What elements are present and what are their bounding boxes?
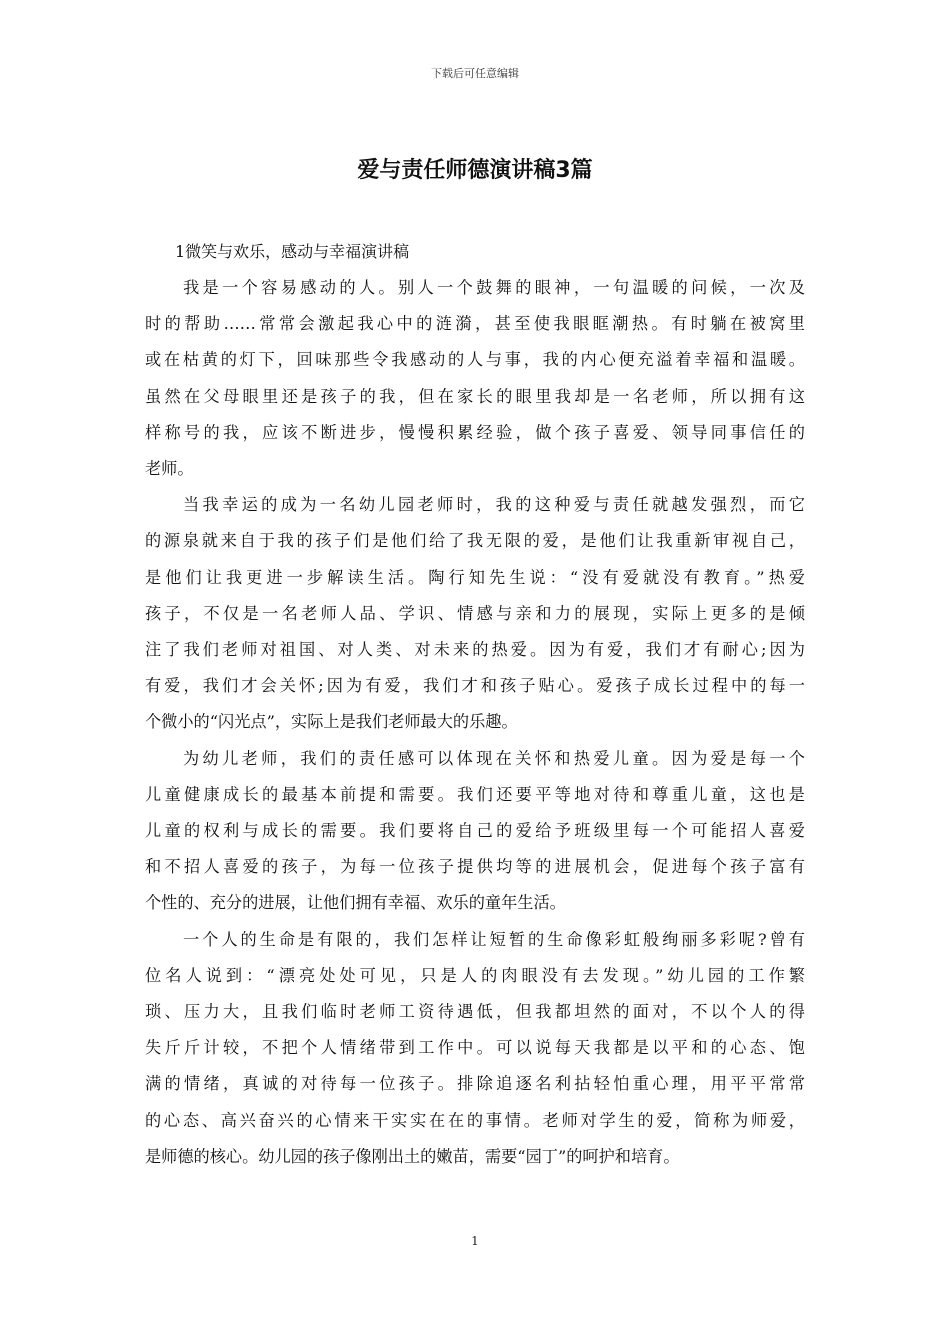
text-line: 是他们让我更进一步解读生活。陶行知先生说：“没有爱就没有教育。”热爱 xyxy=(145,567,805,587)
text-line: 老师。 xyxy=(145,459,194,479)
text-line: 当我幸运的成为一名幼儿园老师时，我的这种爱与责任就越发强烈，而它 xyxy=(183,495,805,515)
document-title: 爱与责任师德演讲稿3篇 xyxy=(357,158,593,183)
text-line: 个微小的“闪光点”，实际上是我们老师最大的乐趣。 xyxy=(145,712,518,732)
text-line: 虽然在父母眼里还是孩子的我，但在家长的眼里我却是一名老师，所以拥有这 xyxy=(145,386,805,406)
text-line: 为幼儿老师，我们的责任感可以体现在关怀和热爱儿童。因为爱是每一个 xyxy=(183,748,805,768)
text-line: 或在枯黄的灯下，回味那些令我感动的人与事，我的内心便充溢着幸福和温暖。 xyxy=(145,350,805,370)
page-number: 1 xyxy=(471,1234,479,1248)
text-line: 是师德的核心。幼儿园的孩子像刚出土的嫩苗，需要“园丁”的呵护和培育。 xyxy=(145,1146,680,1166)
text-line: 儿童的权利与成长的需要。我们要将自己的爱给予班级里每一个可能招人喜爱 xyxy=(145,821,805,841)
text-line: 注了我们老师对祖国、对人类、对未来的热爱。因为有爱，我们才有耐心;因为 xyxy=(145,640,805,660)
text-line: 儿童健康成长的最基本前提和需要。我们还要平等地对待和尊重儿童，这也是 xyxy=(145,784,805,804)
text-line: 样称号的我，应该不断进步，慢慢积累经验，做个孩子喜爱、领导同事信任的 xyxy=(145,422,805,442)
paragraph-2 xyxy=(145,487,805,740)
text-line: 有爱，我们才会关怀;因为有爱，我们才和孩子贴心。爱孩子成长过程中的每一 xyxy=(145,676,805,696)
paragraph-4 xyxy=(145,922,805,1175)
text-line: 失斤斤计较，不把个人情绪带到工作中。可以说每天我都是以平和的心态、饱 xyxy=(145,1038,805,1058)
text-line: 一个人的生命是有限的，我们怎样让短暂的生命像彩虹般绚丽多彩呢?曾有 xyxy=(183,929,805,949)
text-line: 我是一个容易感动的人。别人一个鼓舞的眼神，一句温暖的问候，一次及 xyxy=(183,278,805,297)
document-body xyxy=(145,234,805,1175)
text-line: 的心态、高兴奋兴的心情来干实实在在的事情。老师对学生的爱，简称为师爱， xyxy=(145,1110,805,1130)
section-subtitle: 1微笑与欢乐，感动与幸福演讲稿 xyxy=(175,242,410,261)
text-line: 和不招人喜爱的孩子，为每一位孩子提供均等的进展机会，促进每个孩子富有 xyxy=(145,857,805,877)
text-line: 个性的、充分的进展，让他们拥有幸福、欢乐的童年生活。 xyxy=(145,893,566,913)
text-line: 满的情绪，真诚的对待每一位孩子。排除追逐名利拈轻怕重心理，用平平常常 xyxy=(145,1074,805,1094)
paragraph-1 xyxy=(145,270,805,487)
text-line: 孩子，不仅是一名老师人品、学识、情感与亲和力的展现，实际上更多的是倾 xyxy=(145,603,805,623)
paragraph-3 xyxy=(145,741,805,922)
text-line: 位名人说到：“漂亮处处可见，只是人的肉眼没有去发现。”幼儿园的工作繁 xyxy=(145,965,805,985)
text-line: 的源泉就来自于我的孩子们是他们给了我无限的爱，是他们让我重新审视自己， xyxy=(145,531,805,551)
text-line: 时的帮助……常常会激起我心中的涟漪，甚至使我眼眶潮热。有时躺在被窝里 xyxy=(145,314,805,334)
text-line: 琐、压力大，且我们临时老师工资待遇低，但我都坦然的面对，不以个人的得 xyxy=(145,1002,805,1022)
header-note: 下载后可任意编辑 xyxy=(431,67,519,80)
